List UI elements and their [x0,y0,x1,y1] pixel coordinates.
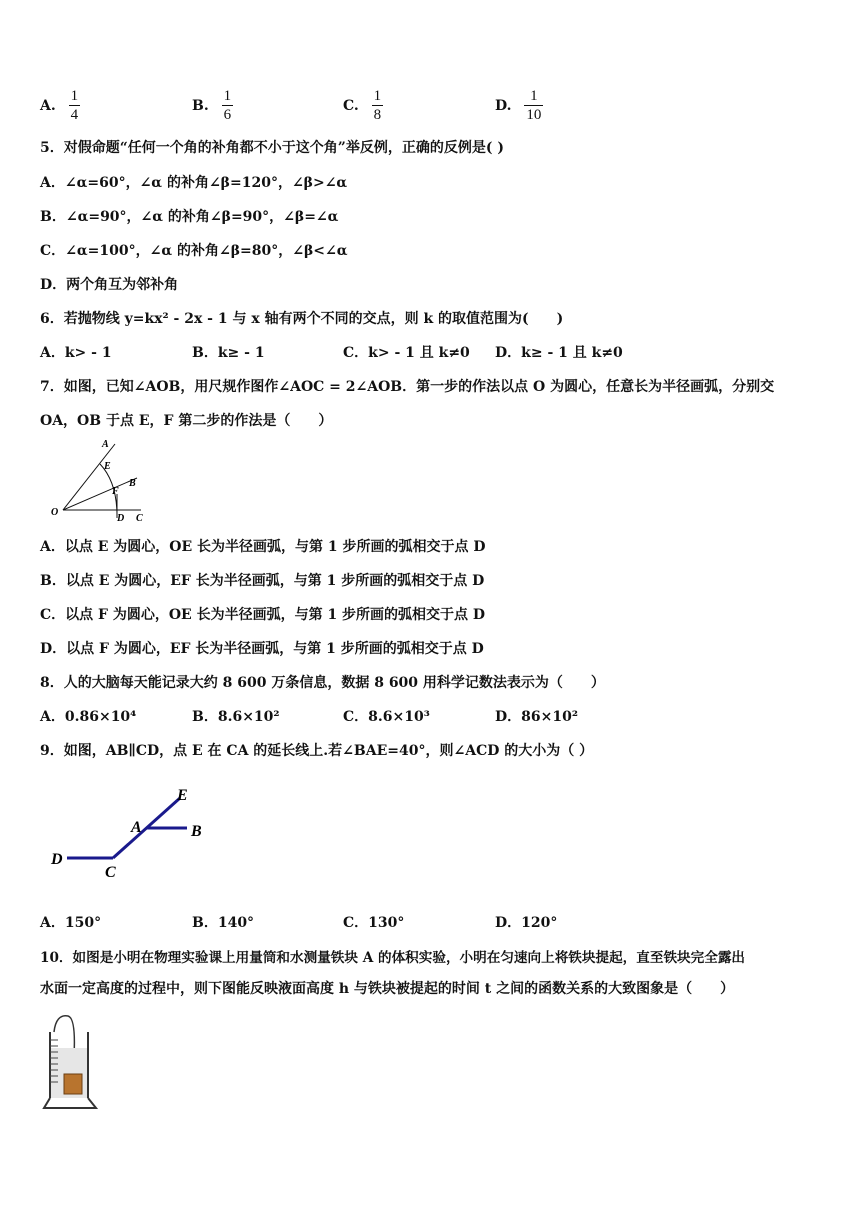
q9-option-d[interactable]: D．120° [495,915,558,931]
q9-option-a[interactable]: A．150° [40,915,102,931]
label-d: D [51,851,63,868]
q5-option-a[interactable]: A．∠α=60°，∠α 的补角∠β=120°，∠β>∠α [40,175,348,191]
q4-option-c[interactable] [343,88,383,124]
ray-oa [63,444,115,510]
q10-stem-line2: 水面一定高度的过程中，则下图能反映液面高度 h 与铁块被提起的时间 t 之间的函数关系的大致图象是（ ） [40,981,735,997]
q9-option-b[interactable]: B．140° [192,915,255,931]
q7-option-b[interactable]: B．以点 E 为圆心，EF 长为半径画弧，与第 1 步所画的弧相交于点 D [40,573,485,589]
fraction: $\frac{1}{8}$ [373,88,382,123]
q4-option-d[interactable] [495,88,543,124]
q8-option-d[interactable]: D．86×10² [495,709,578,725]
label-b: B [129,478,136,489]
q6-option-b[interactable]: B．k≥ - 1 [192,345,265,361]
q8-option-a[interactable]: A．0.86×10⁴ [40,709,137,725]
cylinder-base [44,1098,96,1108]
ray-ob [63,478,137,510]
q7-angle-figure [45,436,165,526]
q6-option-a[interactable]: A．k> - 1 [40,345,112,361]
q7-stem-line1: 7．如图，已知∠AOB，用尺规作图作∠AOC = 2∠AOB．第一步的作法以点 O 为圆心，任意长为半径画弧，分别交 [40,379,775,395]
option-letter: D. [495,98,512,114]
label-o: O [51,507,59,518]
fraction: $\frac{1}{6}$ [223,88,232,123]
q5-option-d[interactable]: D．两个角互为邻补角 [40,277,179,293]
q4-option-a[interactable] [40,88,80,124]
label-b: B [191,823,202,840]
iron-block [64,1074,82,1094]
q8-stem: 8．人的大脑每天能记录大约 8 600 万条信息，数据 8 600 用科学记数法表示为（ ） [40,675,605,691]
q6-option-c[interactable]: C．k> - 1 且 k≠0 [343,345,470,361]
fraction: $\frac{1}{10}$ [526,88,542,123]
q7-stem-line2: OA，OB 于点 E，F 第二步的作法是（ ） [40,413,333,429]
q7-option-d[interactable]: D．以点 F 为圆心，EF 长为半径画弧，与第 1 步所画的弧相交于点 D [40,641,484,657]
q9-option-c[interactable]: C．130° [343,915,405,931]
q9-parallel-figure [45,780,220,890]
label-f: F [112,486,119,497]
q6-option-d[interactable]: D．k≥ - 1 且 k≠0 [495,345,623,361]
q6-stem: 6．若抛物线 y=kx² - 2x - 1 与 x 轴有两个不同的交点，则 k 的取值范围为( ) [40,311,564,327]
option-letter: A. [40,98,56,114]
label-a: A [131,819,142,836]
fraction: $\frac{1}{4}$ [70,88,79,123]
option-letter: C. [343,98,359,114]
label-a: A [102,439,109,450]
option-letter: B. [192,98,209,114]
measuring-cylinder-figure [40,1010,110,1115]
label-c: C [136,513,143,524]
q5-option-c[interactable]: C．∠α=100°，∠α 的补角∠β=80°，∠β<∠α [40,243,348,259]
q5-stem: 5．对假命题“任何一个角的补角都不小于这个角”举反例，正确的反例是( ) [40,140,504,156]
label-d: D [117,513,125,524]
label-c: C [105,864,116,881]
label-e: E [104,461,111,472]
q8-option-c[interactable]: C．8.6×10³ [343,709,430,725]
q5-option-b[interactable]: B．∠α=90°，∠α 的补角∠β=90°，∠β=∠α [40,209,339,225]
label-e: E [177,787,188,804]
q10-stem-line1: 10．如图是小明在物理实验课上用量筒和水测量铁块 A 的体积实验，小明在匀速向上将铁块提起，直至铁块完全露出 [40,950,746,966]
q9-stem: 9．如图，AB∥CD，点 E 在 CA 的延长线上.若∠BAE=40°，则∠ACD 的大小为（ ） [40,743,594,759]
q7-option-c[interactable]: C．以点 F 为圆心，OE 长为半径画弧，与第 1 步所画的弧相交于点 D [40,607,486,623]
q4-option-b[interactable] [192,88,233,124]
q8-option-b[interactable]: B．8.6×10² [192,709,280,725]
q7-option-a[interactable]: A．以点 E 为圆心，OE 长为半径画弧，与第 1 步所画的弧相交于点 D [40,539,486,555]
